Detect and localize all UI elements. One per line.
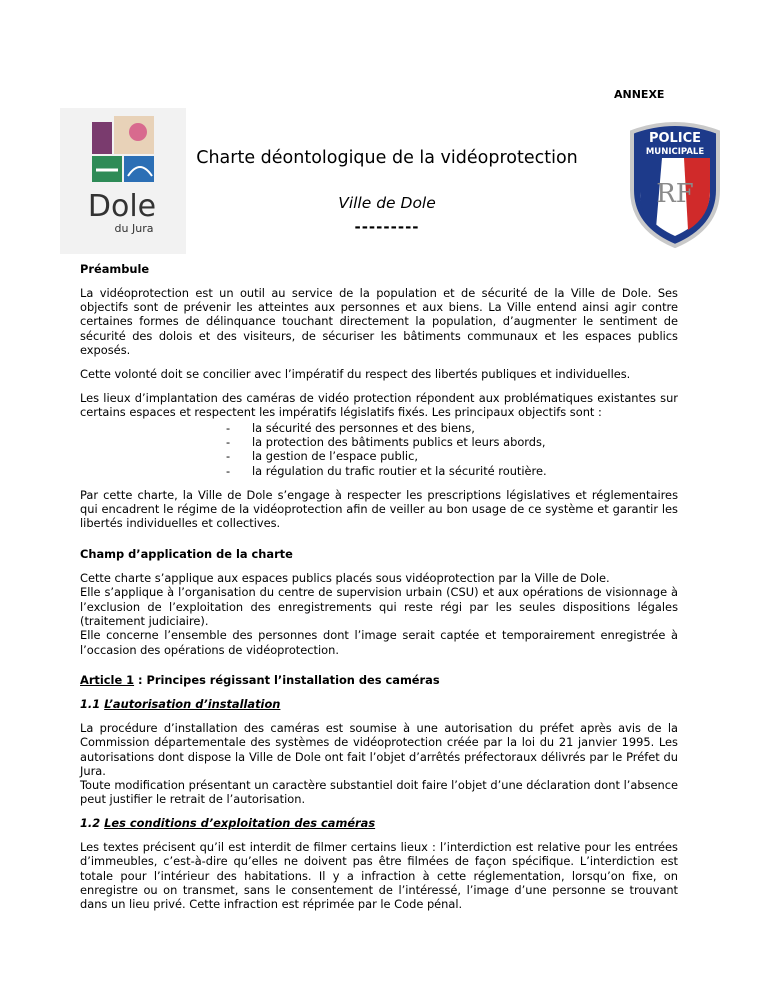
separator-dashes: ---------: [354, 218, 420, 236]
rf-monogram: RF: [656, 179, 694, 209]
article-1-title: : Principes régissant l’installation des caméras: [134, 673, 440, 688]
document-title: Charte déontologique de la vidéoprotection: [196, 148, 578, 168]
police-municipale-badge: [626, 120, 724, 250]
section-1-2-heading: [80, 816, 678, 830]
police-badge-text: POLICE: [648, 131, 702, 146]
dole-du-jura-logo: [60, 108, 186, 254]
article-1-heading: [80, 673, 678, 687]
section-1-1-heading: [80, 697, 678, 711]
preambule-paragraph-1: La vidéoprotection est un outil au service de la population et de sécurité de la Ville de Dole. Ses objectifs sont de prévenir les atteintes aux personnes et aux biens. La Ville entend ainsi agir contre certaines formes de délinquance touchant directement la population, d’augmenter le sentiment de sécurité des dolois et des visiteurs, de sécuriser les bâtiments communaux et les espaces publics exposés.: [80, 285, 678, 357]
jura-logo-text: du Jura: [114, 222, 154, 235]
preambule-paragraph-4: Par cette charte, la Ville de Dole s’engage à respecter les prescriptions législatives et réglementaires qui encadrent le régime de la vidéoprotection afin de veiller au bon usage de ce système et garantir les libertés individuelles et collectives.: [80, 487, 678, 531]
objective-item: - la gestion de l’espace public,: [80, 449, 678, 463]
preambule-heading: Préambule: [80, 262, 150, 276]
dole-logo-text: Dole: [87, 189, 157, 224]
scope-heading: Champ d’application de la charte: [80, 547, 293, 562]
preambule-paragraph-3: Les lieux d’implantation des caméras de vidéo protection répondent aux problématiques existantes sur certains espaces et respectent les impératifs législatifs fixés. Les principaux objectifs sont :: [80, 390, 678, 419]
objective-item: - la régulation du trafic routier et la sécurité routière.: [80, 464, 678, 478]
section-1-2-number: 1.2: [80, 816, 105, 831]
document-body: [80, 262, 678, 921]
section-1-1-paragraph-2: Toute modification présentant un caractère substantiel doit faire l’objet d’une déclaration dont l’absence peut justifier le retrait de l’autorisation.: [80, 778, 678, 807]
article-1-label: Article 1: [80, 673, 135, 688]
section-1-2-title: Les conditions d’exploitation des caméras: [104, 816, 376, 831]
annex-label: ANNEXE: [614, 88, 665, 101]
scope-line-1: Cette charte s’applique aux espaces publics placés sous vidéoprotection par la Ville de Dole.: [80, 571, 610, 586]
section-1-1-paragraph-1: La procédure d’installation des caméras est soumise à une autorisation du préfet après avis de la Commission départementale des systèmes de vidéoprotection créée par la loi du 21 janvier 1995. Les autorisations dont dispose la Ville de Dole ont fait l’objet d’arrêtés préfectoraux délivrés par le Préfet du Jura.: [80, 720, 678, 778]
objective-item: - la sécurité des personnes et des biens,: [80, 421, 678, 435]
scope-line-2: Elle s’applique à l’organisation du centre de supervision urbain (CSU) et aux opérations de visionnage à l’exclusion de l’exploitation des enregistrements qui reste régi par les seules dispositions légales (traitement judiciaire).: [80, 585, 678, 628]
section-1-1-number: 1.1: [80, 697, 105, 712]
municipale-badge-text: MUNICIPALE: [645, 147, 705, 157]
preambule-paragraph-2: Cette volonté doit se concilier avec l’impératif du respect des libertés publiques et individuelles.: [80, 366, 631, 381]
city-subtitle: Ville de Dole: [338, 194, 436, 212]
scope-line-3: Elle concerne l’ensemble des personnes dont l’image serait captée et temporairement enregistrée à l’occasion des opérations de vidéoprotection.: [80, 628, 678, 657]
section-1-2-paragraph-1: Les textes précisent qu’il est interdit de filmer certains lieux : l’interdiction est relative pour les entrées d’immeubles, c’est-à-dire qu’elles ne doivent pas être filmées de façon spécifique. L’interdiction est totale pour l’intérieur des habitations. Il y a infraction à cette réglementation, lorsqu’on fixe, on enregistre ou on transmet, sans le consentement de l’intéressé, l’image d’une personne se trouvant dans un lieu privé. Cette infraction est réprimée par le Code pénal.: [80, 840, 678, 912]
objective-item: - la protection des bâtiments publics et leurs abords,: [80, 435, 678, 449]
objectives-list: [80, 421, 678, 478]
section-1-1-title: L’autorisation d’installation: [104, 697, 281, 712]
